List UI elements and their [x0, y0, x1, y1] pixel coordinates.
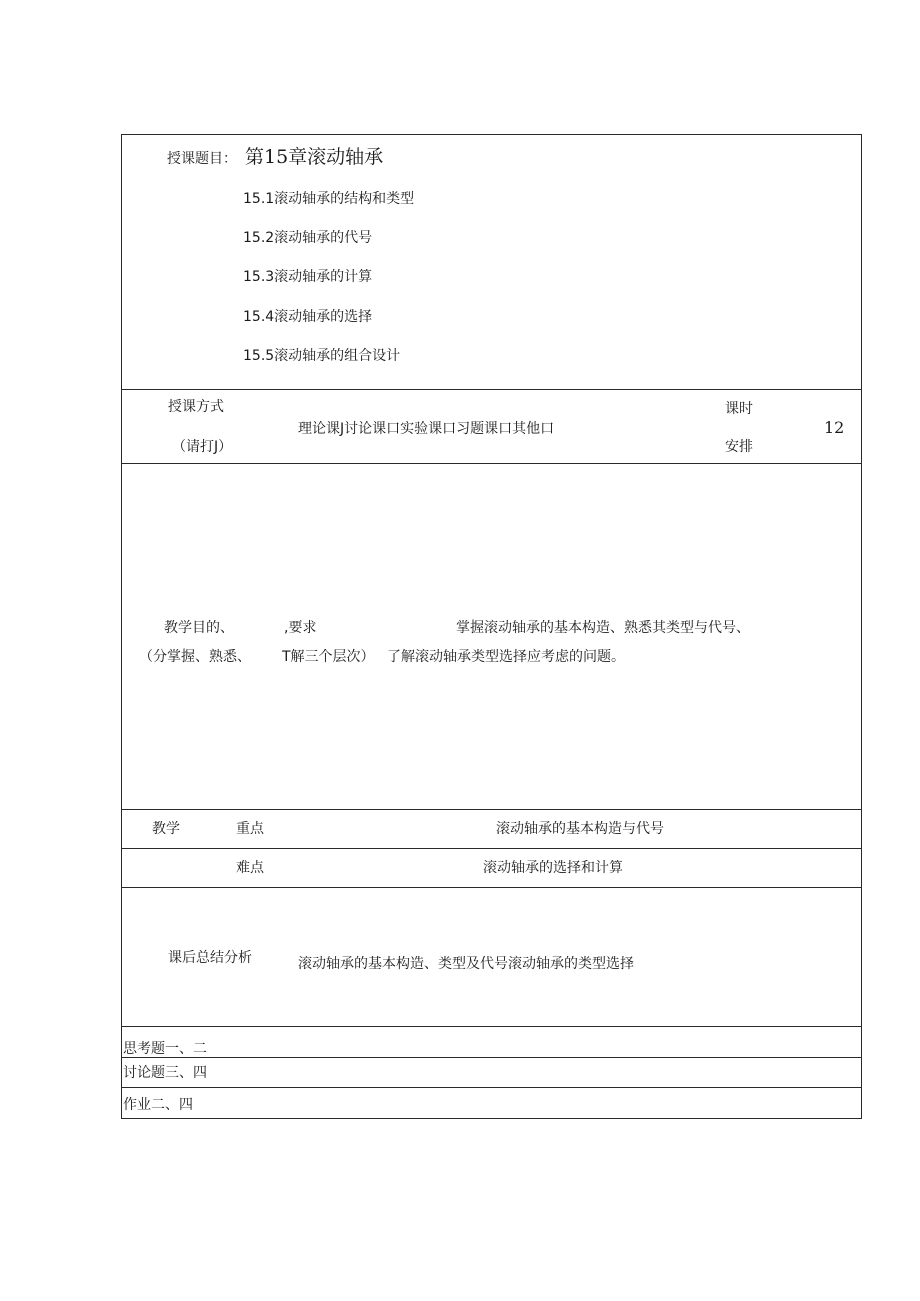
method-options: 理论课J讨论课口实验课口习题课口其他口 — [298, 421, 555, 437]
section-item: 15.2滚动轴承的代号 — [243, 230, 373, 246]
section-item: 15.4滚动轴承的选择 — [243, 309, 373, 325]
row-divider — [121, 1026, 862, 1027]
summary-label: 课后总结分析 — [168, 950, 252, 966]
hours-value: 12 — [824, 418, 845, 437]
objectives-label: 教学目的、 — [164, 620, 234, 636]
method-label: 授课方式 — [168, 399, 224, 415]
assignment-item: 作业二、四 — [123, 1097, 193, 1113]
row-divider — [121, 1057, 862, 1058]
key-point-label: 重点 — [236, 821, 264, 837]
assignment-item: 思考题一、二 — [123, 1041, 207, 1057]
hours-label-2: 安排 — [725, 439, 753, 455]
topic-label: 授课题目： — [167, 151, 237, 167]
chapter-title: 第15章滚动轴承 — [245, 146, 384, 168]
row-divider — [121, 463, 862, 464]
assignment-item: 讨论题三、四 — [123, 1065, 207, 1081]
section-item: 15.3滚动轴承的计算 — [243, 269, 373, 285]
section-item: 15.1滚动轴承的结构和类型 — [243, 191, 415, 207]
row-divider — [121, 848, 862, 849]
objectives-content: 掌握滚动轴承的基本构造、熟悉其类型与代号、 — [456, 620, 750, 636]
section-item: 15.5滚动轴承的组合设计 — [243, 348, 401, 364]
row-divider — [121, 809, 862, 810]
method-hint: （请打J） — [172, 439, 233, 455]
objectives-label-2: ,要求 — [284, 620, 317, 636]
key-point-value: 滚动轴承的基本构造与代号 — [496, 821, 664, 837]
objectives-hint: （分掌握、熟悉、 — [139, 649, 251, 665]
objectives-hint-2: T解三个层次） — [282, 649, 375, 665]
objectives-content-2: 了解滚动轴承类型选择应考虑的问题。 — [387, 649, 625, 665]
hours-label: 课时 — [725, 401, 753, 417]
row-divider — [121, 389, 862, 390]
row-divider — [121, 887, 862, 888]
row-divider — [121, 1087, 862, 1088]
summary-content: 滚动轴承的基本构造、类型及代号滚动轴承的类型选择 — [298, 956, 634, 972]
difficulty-value: 滚动轴承的选择和计算 — [483, 860, 623, 876]
focus-label: 教学 — [152, 821, 180, 837]
difficulty-label: 难点 — [236, 860, 264, 876]
